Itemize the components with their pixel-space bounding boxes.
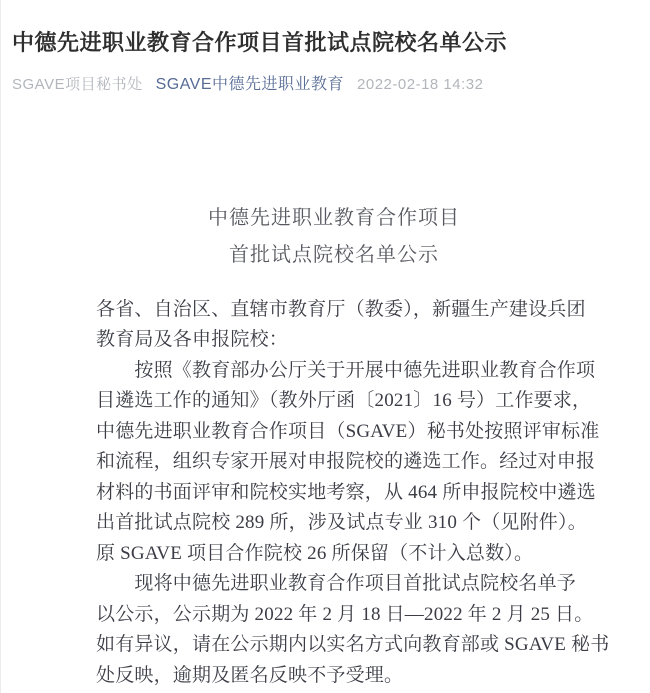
- article-header: [1, 0, 650, 94]
- page-title: 中德先进职业教育合作项目首批试点院校名单公示: [12, 30, 508, 55]
- byline: [12, 71, 636, 94]
- document-line: 教育局及各申报院校：: [96, 329, 289, 351]
- document-heading-line: 首批试点院校名单公示: [229, 243, 439, 266]
- document-line: 现将中德先进职业教育合作项目首批试点院校名单予: [96, 573, 577, 595]
- document-heading: [96, 200, 572, 274]
- official-account-link[interactable]: SGAVE中德先进职业教育: [155, 75, 345, 93]
- document-line: 材料的书面评审和院校实地考察，从 464 所申报院校中遴选: [96, 481, 596, 503]
- document-line: 和流程，组织专家开展对申报院校的遴选工作。经过对申报: [96, 451, 596, 473]
- document-line: 按照《教育部办公厅关于开展中德先进职业教育合作项: [96, 359, 596, 381]
- scanned-document-image[interactable]: [1, 200, 650, 692]
- document-line: 各省、自治区、直辖市教育厅（教委），新疆生产建设兵团: [96, 298, 586, 320]
- document-line: 以公示，公示期为 2022 年 2 月 18 日—2022 年 2 月 25 日。: [96, 603, 594, 625]
- publish-timestamp: 2022-02-18 14:32: [357, 75, 484, 93]
- document-heading-line: 中德先进职业教育合作项目: [208, 206, 460, 229]
- document-text-column: [96, 200, 610, 692]
- document-line: 出首批试点院校 289 所，涉及试点专业 310 个（见附件）。: [96, 512, 587, 534]
- document-line: 中德先进职业教育合作项目（SGAVE）秘书处按照评审标准: [96, 420, 600, 442]
- document-line: 如有异议，请在公示期内以实名方式向教育部或 SGAVE 秘书: [96, 634, 610, 656]
- document-body: [96, 295, 610, 692]
- document-line: 目遴选工作的通知》（教外厅函〔2021〕16 号）工作要求，: [96, 390, 592, 412]
- document-line: 原 SGAVE 项目合作院校 26 所保留（不计入总数）。: [96, 542, 534, 564]
- document-line: 处反映，逾期及匿名反映不予受理。: [96, 664, 404, 686]
- author-name: SGAVE项目秘书处: [12, 75, 143, 93]
